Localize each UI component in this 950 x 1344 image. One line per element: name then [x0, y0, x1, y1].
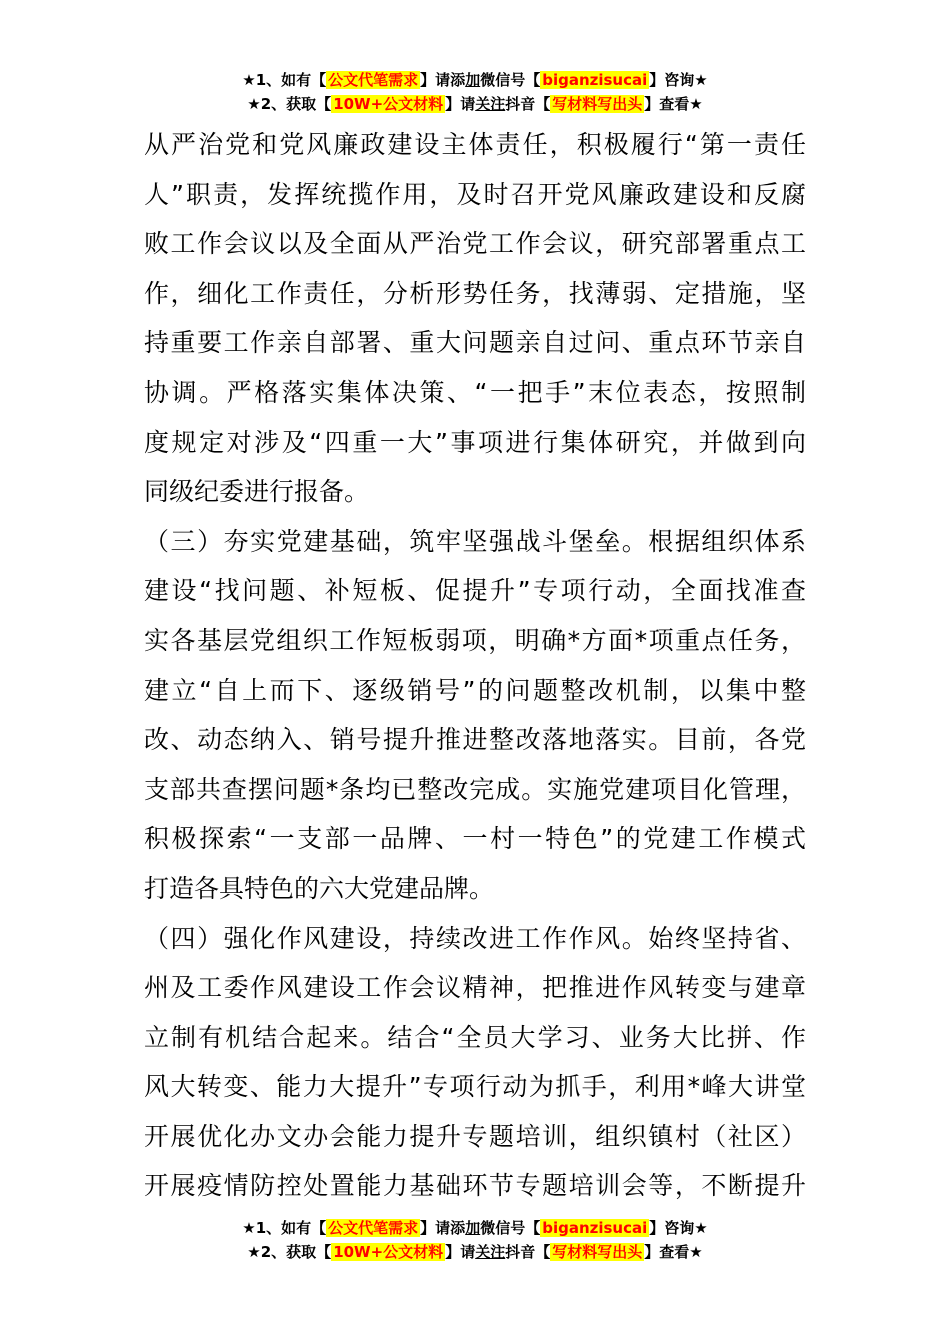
header-banner	[0, 68, 950, 116]
text-line: 协调。严格落实集体决策、“一把手”末位表态，按照制	[144, 377, 806, 407]
banner-text: 】请添	[420, 71, 466, 89]
text-line: （四）强化作风建设，持续改进工作作风。始终坚持省、	[144, 923, 806, 953]
banner-highlight: 10W+公文材料	[333, 1243, 444, 1261]
banner-text: 】查看★	[644, 95, 703, 113]
text-line: 败工作会议以及全面从严治党工作会议，研究部署重点工	[144, 229, 806, 259]
banner-line-1	[0, 1216, 950, 1240]
text-line: 人”职责，发挥统揽作用，及时召开党风廉政建设和反腐	[144, 179, 806, 209]
banner-line-2	[0, 92, 950, 116]
text-line: 风大转变、能力大提升”专项行动为抓手，利用*峰大讲堂	[144, 1072, 806, 1102]
text-line: （三）夯实党建基础，筑牢坚强战斗堡垒。根据组织体系	[144, 526, 806, 556]
banner-highlight: biganzisucai	[542, 71, 648, 89]
text-line: 作，细化工作责任，分析形势任务，找薄弱、定措施，坚	[144, 278, 806, 308]
banner-underline-text: 加	[465, 1219, 481, 1237]
text-line: 开展疫情防控处置能力基础环节专题培训会等，不断提升	[144, 1171, 806, 1201]
text-line: 打造各具特色的六大党建品牌。	[144, 873, 495, 903]
text-line: 度规定对涉及“四重一大”事项进行集体研究，并做到向	[144, 427, 806, 457]
banner-text: 】请添	[420, 1219, 466, 1237]
text-line: 州及工委作风建设工作会议精神，把推进作风转变与建章	[144, 973, 806, 1003]
banner-underline-text: 关注	[475, 95, 506, 113]
text-line: 持重要工作亲自部署、重大问题亲自过问、重点环节亲自	[144, 328, 806, 358]
banner-text: ★1、如有【	[242, 1219, 327, 1237]
banner-text: 抖音【	[505, 1243, 551, 1261]
banner-text: ★2、获取【	[247, 95, 332, 113]
banner-underline-text: 加	[465, 71, 481, 89]
banner-text: ★2、获取【	[247, 1243, 332, 1261]
banner-text: ★1、如有【	[242, 71, 327, 89]
banner-text: 微信号【	[480, 71, 541, 89]
text-line: 实各基层党组织工作短板弱项，明确*方面*项重点任务，	[144, 625, 806, 655]
banner-highlight: 10W+公文材料	[333, 95, 444, 113]
banner-text: 】请	[445, 1243, 476, 1261]
banner-highlight: biganzisucai	[542, 1219, 648, 1237]
text-line: 支部共查摆问题*条均已整改完成。实施党建项目化管理，	[144, 774, 806, 804]
banner-highlight: 公文代笔需求	[328, 71, 419, 89]
banner-highlight: 写材料写出头	[552, 1243, 643, 1261]
text-line: 同级纪委进行报备。	[144, 477, 370, 507]
text-line: 开展优化办文办会能力提升专题培训，组织镇村（社区）	[144, 1121, 806, 1151]
banner-text: 微信号【	[480, 1219, 541, 1237]
banner-underline-text: 关注	[475, 1243, 506, 1261]
banner-text: 】咨询★	[649, 71, 708, 89]
banner-text: 】查看★	[644, 1243, 703, 1261]
banner-highlight: 写材料写出头	[552, 95, 643, 113]
text-line: 建设“找问题、补短板、促提升”专项行动，全面找准查	[144, 576, 806, 606]
text-line: 从严治党和党风廉政建设主体责任，积极履行“第一责任	[144, 130, 806, 159]
banner-text: 】请	[445, 95, 476, 113]
text-line: 改、动态纳入、销号提升推进整改落地落实。目前，各党	[144, 725, 806, 755]
text-line: 积极探索“一支部一品牌、一村一特色”的党建工作模式	[144, 824, 806, 854]
banner-line-1	[0, 68, 950, 92]
footer-banner	[0, 1216, 950, 1264]
banner-text: 】咨询★	[649, 1219, 708, 1237]
text-line: 立制有机结合起来。结合“全员大学习、业务大比拼、作	[144, 1022, 806, 1052]
text-line: 建立“自上而下、逐级销号”的问题整改机制，以集中整	[144, 675, 806, 705]
banner-highlight: 公文代笔需求	[328, 1219, 419, 1237]
banner-line-2	[0, 1240, 950, 1264]
document-body	[144, 120, 806, 1211]
banner-text: 抖音【	[505, 95, 551, 113]
